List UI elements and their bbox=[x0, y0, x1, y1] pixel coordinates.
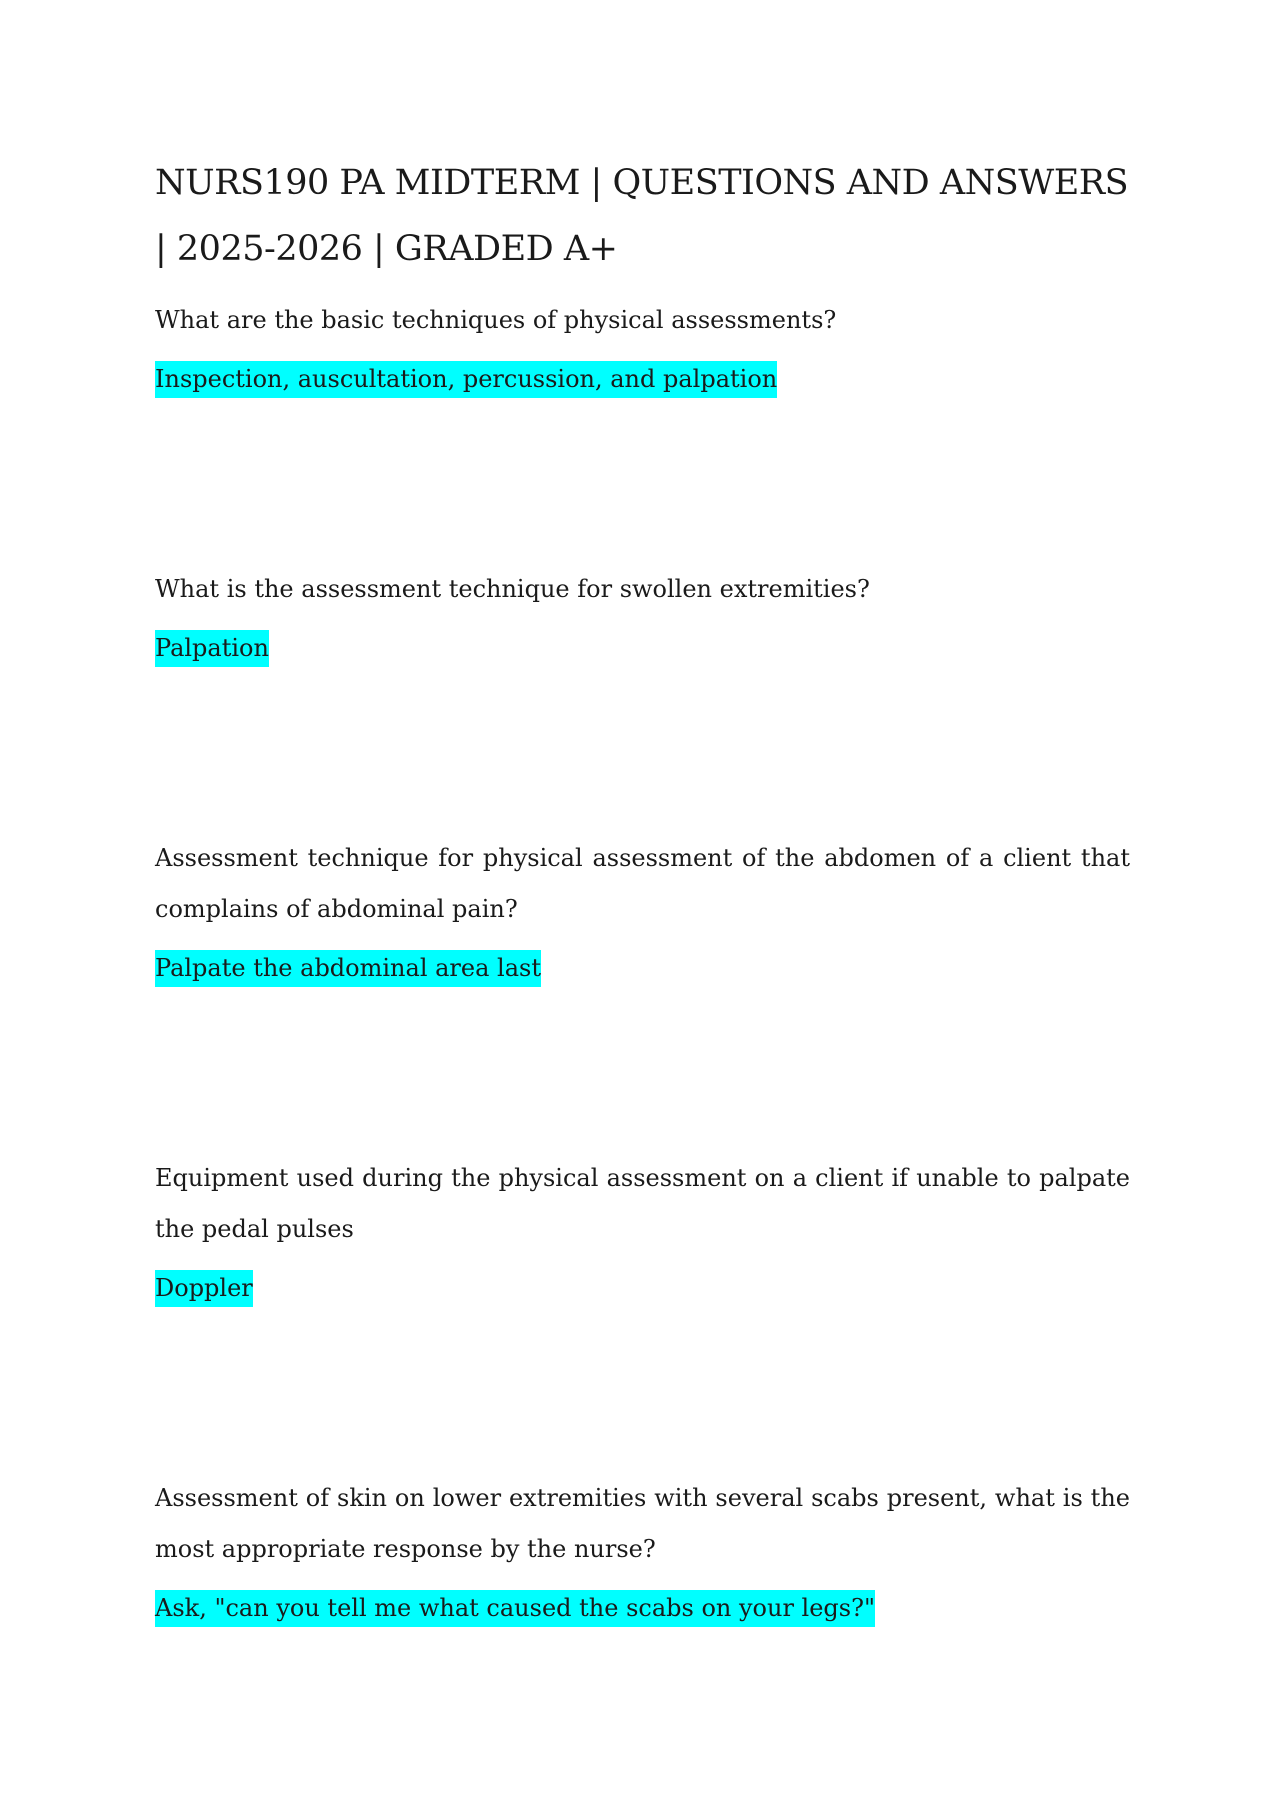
answer-highlight: Doppler bbox=[155, 1270, 253, 1307]
answer-highlight: Palpation bbox=[155, 630, 269, 667]
qa-item-2 bbox=[155, 564, 1130, 670]
answer-highlight: Inspection, auscultation, percussion, and palpation bbox=[155, 361, 777, 398]
qa-item-4 bbox=[155, 1153, 1130, 1310]
answer-highlight: Palpate the abdominal area last bbox=[155, 950, 541, 987]
qa-item-1 bbox=[155, 295, 1130, 401]
question-text: Assessment technique for physical assessment of the abdomen of a client that complains of abdominal pain? bbox=[155, 844, 1130, 923]
question-text: What is the assessment technique for swollen extremities? bbox=[155, 575, 870, 603]
answer-highlight: Ask, "can you tell me what caused the scabs on your legs?" bbox=[155, 1590, 875, 1627]
document-page bbox=[155, 150, 1130, 1622]
qa-item-3 bbox=[155, 833, 1130, 990]
question-text: Equipment used during the physical assessment on a client if unable to palpate the pedal pulses bbox=[155, 1164, 1130, 1243]
question-text: Assessment of skin on lower extremities with several scabs present, what is the most appropriate response by the nurse? bbox=[155, 1484, 1130, 1563]
question-text: What are the basic techniques of physical assessments? bbox=[155, 306, 837, 334]
document-title: NURS190 PA MIDTERM | QUESTIONS AND ANSWERS | 2025-2026 | GRADED A+ bbox=[155, 163, 1129, 269]
qa-item-5 bbox=[155, 1473, 1130, 1630]
